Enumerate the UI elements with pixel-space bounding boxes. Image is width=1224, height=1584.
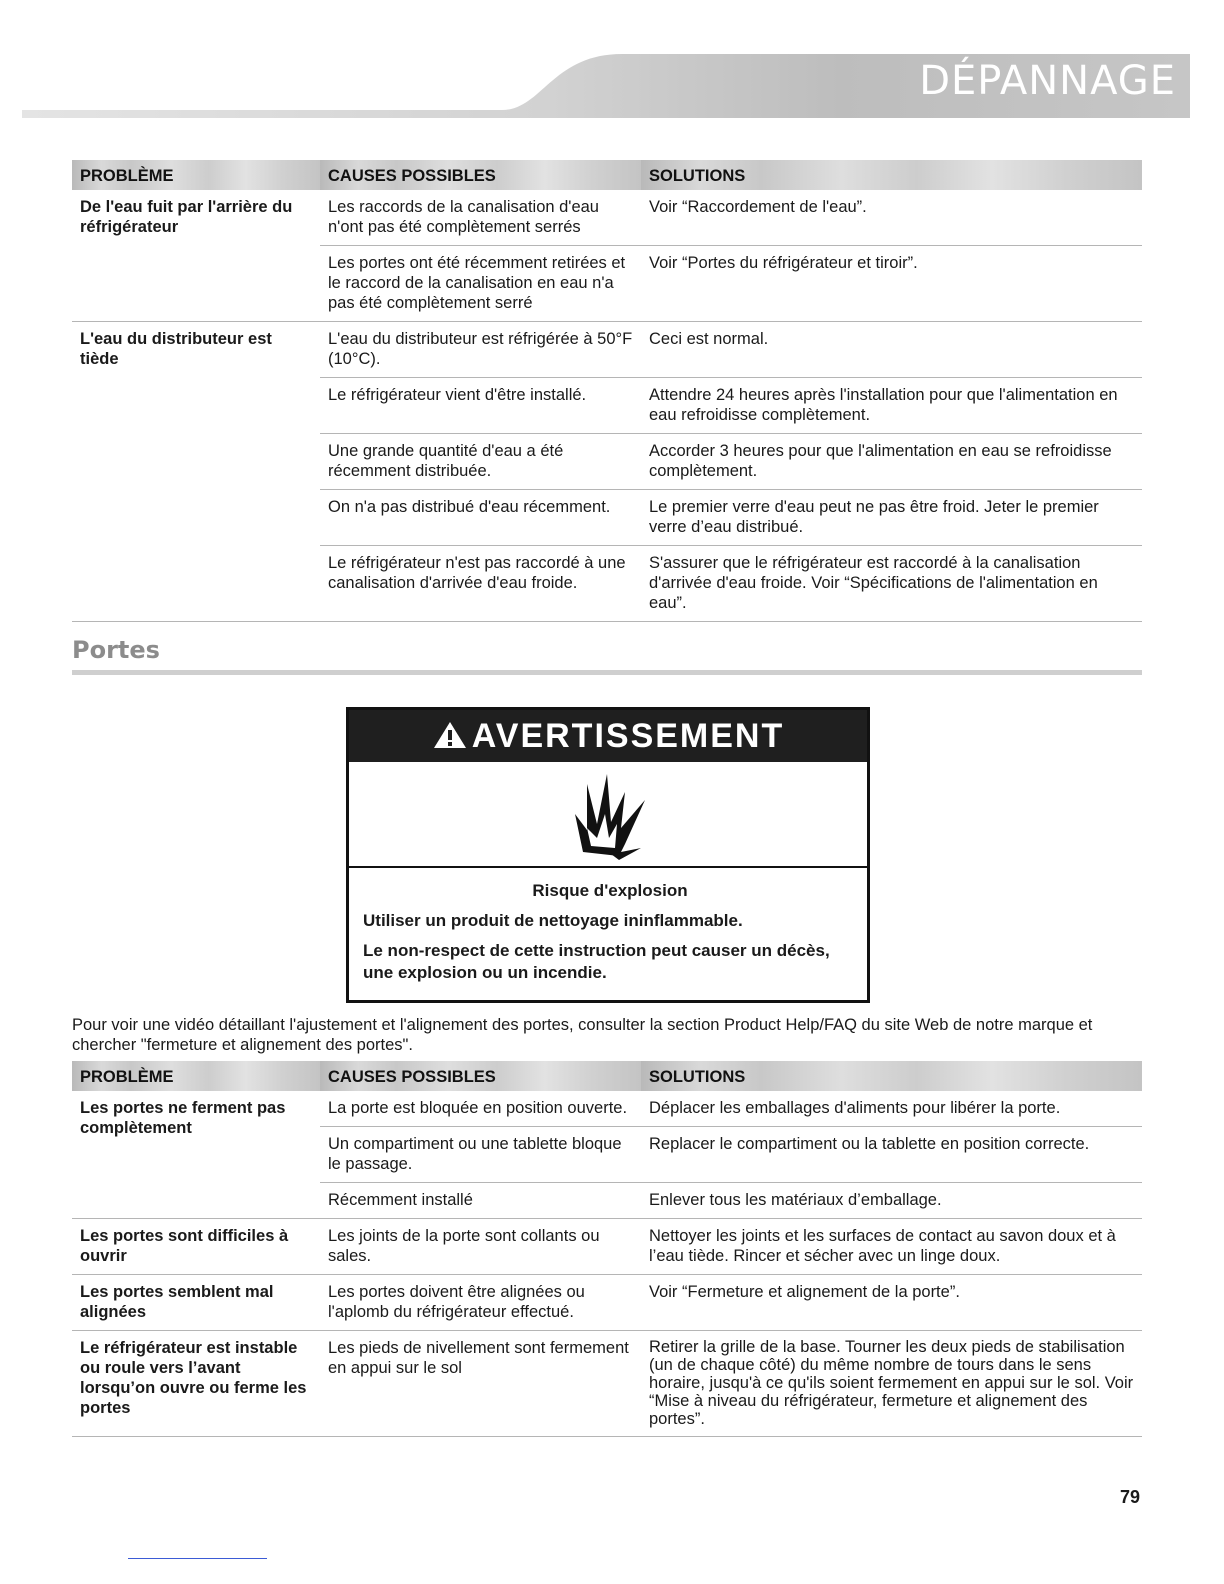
cause-cell: On n'a pas distribué d'eau récemment. bbox=[320, 490, 641, 546]
cause-cell: L'eau du distributeur est réfrigérée à 50°F (10°C). bbox=[320, 322, 641, 378]
cause-cell: Une grande quantité d'eau a été récemment distribuée. bbox=[320, 434, 641, 490]
problem-cell: Les portes ne ferment pas complètement bbox=[72, 1091, 320, 1219]
cause-cell: Les raccords de la canalisation d'eau n'ont pas été complètement serrés bbox=[320, 190, 641, 246]
page-header-title: DÉPANNAGE bbox=[919, 58, 1176, 104]
solution-cell: S'assurer que le réfrigérateur est raccordé à la canalisation d'arrivée d'eau froide. Voir “Spécifications de l'alimentation en eau”. bbox=[641, 546, 1142, 622]
section-title-portes: Portes bbox=[72, 636, 160, 664]
table-row bbox=[72, 1091, 1142, 1127]
cause-cell: Les pieds de nivellement sont fermement en appui sur le sol bbox=[320, 1331, 641, 1437]
table-header-row bbox=[72, 160, 1142, 190]
solution-cell: Ceci est normal. bbox=[641, 322, 1142, 378]
footer-divider bbox=[128, 1558, 267, 1559]
warning-body bbox=[349, 868, 867, 984]
solution-cell: Retirer la grille de la base. Tourner les deux pieds de stabilisation (un de chaque côté) du même nombre de tours dans le sens horaire, jusqu'à ce qu'ils soient fermement en appui sur le sol. Voir “Mise à niveau du réfrigérateur, fermeture et alignement des portes”. bbox=[641, 1331, 1142, 1437]
solution-cell: Déplacer les emballages d'aliments pour libérer la porte. bbox=[641, 1091, 1142, 1127]
warning-consequence: Le non-respect de cette instruction peut causer un décès, une explosion ou un incendie. bbox=[363, 941, 830, 982]
column-header-solutions: SOLUTIONS bbox=[641, 1061, 1142, 1091]
column-header-causes: CAUSES POSSIBLES bbox=[320, 160, 641, 190]
problem-cell: Les portes sont difficiles à ouvrir bbox=[72, 1219, 320, 1275]
solution-cell: Voir “Raccordement de l'eau”. bbox=[641, 190, 1142, 246]
solution-cell: Nettoyer les joints et les surfaces de contact au savon doux et à l’eau tiède. Rincer et sécher avec un linge doux. bbox=[641, 1219, 1142, 1275]
column-header-problem: PROBLÈME bbox=[72, 160, 320, 190]
problem-cell: De l'eau fuit par l'arrière du réfrigérateur bbox=[72, 190, 320, 322]
solution-cell: Attendre 24 heures après l'installation pour que l'alimentation en eau refroidisse complètement. bbox=[641, 378, 1142, 434]
troubleshooting-table-water bbox=[72, 160, 1142, 622]
problem-cell: L'eau du distributeur est tiède bbox=[72, 322, 320, 622]
cause-cell: Les portes doivent être alignées ou l'aplomb du réfrigérateur effectué. bbox=[320, 1275, 641, 1331]
solution-cell: Enlever tous les matériaux d’emballage. bbox=[641, 1183, 1142, 1219]
intro-paragraph: Pour voir une vidéo détaillant l'ajustement et l'alignement des portes, consulter la section Product Help/FAQ du site Web de notre marque et chercher "fermeture et alignement des portes". bbox=[72, 1016, 1093, 1054]
cause-cell: Le réfrigérateur n'est pas raccordé à une canalisation d'arrivée d'eau froide. bbox=[320, 546, 641, 622]
warning-triangle-icon bbox=[432, 720, 468, 750]
warning-heading bbox=[349, 710, 867, 762]
solution-cell: Replacer le compartiment ou la tablette en position correcte. bbox=[641, 1127, 1142, 1183]
table-row bbox=[72, 322, 1142, 378]
solution-cell: Le premier verre d'eau peut ne pas être froid. Jeter le premier verre d’eau distribué. bbox=[641, 490, 1142, 546]
table-row bbox=[72, 1219, 1142, 1275]
cause-cell: Les portes ont été récemment retirées et le raccord de la canalisation en eau n'a pas été complètement serré bbox=[320, 246, 641, 322]
solution-cell: Voir “Fermeture et alignement de la porte”. bbox=[641, 1275, 1142, 1331]
warning-symbol-area bbox=[349, 762, 867, 868]
problem-cell: Le réfrigérateur est instable ou roule vers l’avant lorsqu’on ouvre ou ferme les portes bbox=[72, 1331, 320, 1437]
warning-instruction: Utiliser un produit de nettoyage ininflammable. bbox=[363, 911, 743, 930]
table-row bbox=[72, 190, 1142, 246]
column-header-causes: CAUSES POSSIBLES bbox=[320, 1061, 641, 1091]
section-divider bbox=[72, 670, 1142, 675]
warning-box bbox=[346, 707, 870, 1003]
column-header-problem: PROBLÈME bbox=[72, 1061, 320, 1091]
cause-cell: Récemment installé bbox=[320, 1183, 641, 1219]
solution-cell: Accorder 3 heures pour que l'alimentation en eau se refroidisse complètement. bbox=[641, 434, 1142, 490]
troubleshooting-table-doors bbox=[72, 1061, 1142, 1437]
cause-cell: Le réfrigérateur vient d'être installé. bbox=[320, 378, 641, 434]
table-row bbox=[72, 1275, 1142, 1331]
table-header-row bbox=[72, 1061, 1142, 1091]
explosion-icon bbox=[553, 764, 663, 864]
page-number: 79 bbox=[1120, 1487, 1141, 1507]
warning-risk: Risque d'explosion bbox=[532, 881, 688, 900]
warning-heading-text: AVERTISSEMENT bbox=[471, 717, 785, 755]
solution-cell: Voir “Portes du réfrigérateur et tiroir”. bbox=[641, 246, 1142, 322]
problem-cell: Les portes semblent mal alignées bbox=[72, 1275, 320, 1331]
cause-cell: Les joints de la porte sont collants ou sales. bbox=[320, 1219, 641, 1275]
cause-cell: La porte est bloquée en position ouverte. bbox=[320, 1091, 641, 1127]
column-header-solutions: SOLUTIONS bbox=[641, 160, 1142, 190]
table-row bbox=[72, 1331, 1142, 1437]
cause-cell: Un compartiment ou une tablette bloque le passage. bbox=[320, 1127, 641, 1183]
